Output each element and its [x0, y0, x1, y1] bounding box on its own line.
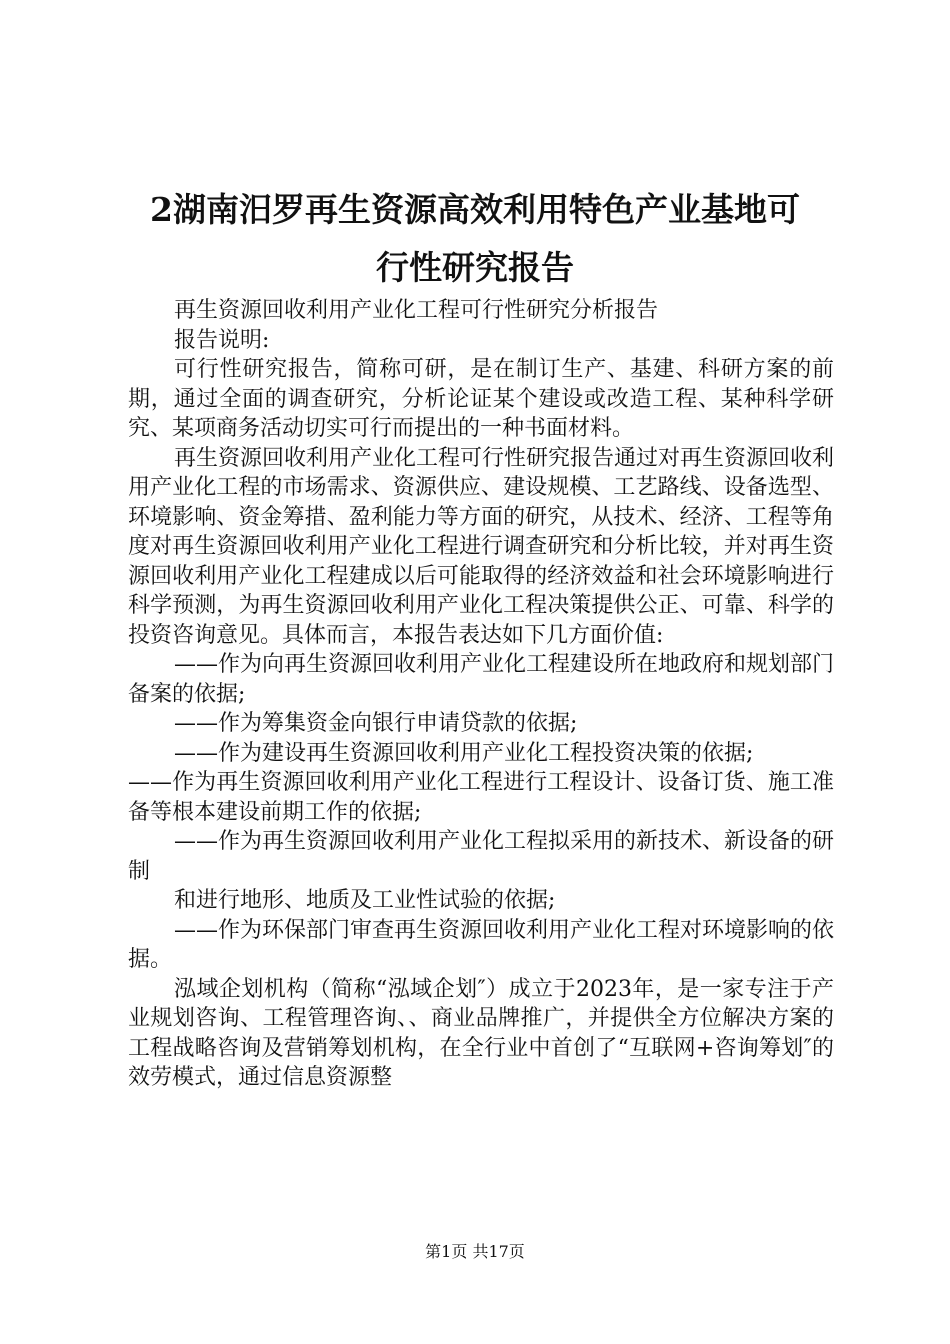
- report-note-heading: 报告说明:: [174, 327, 270, 353]
- document-title-line-2: 行性研究报告: [376, 248, 574, 287]
- document-title-line-1: 2湖南汨罗再生资源高效利用特色产业基地可: [150, 190, 800, 229]
- purpose-list-item: ——作为再生资源回收利用产业化工程进行工程设计、设备订货、施工准备等根本建设前期工作的依据;: [128, 770, 834, 825]
- subtitle-paragraph: 再生资源回收利用产业化工程可行性研究分析报告: [174, 298, 659, 323]
- purpose-list-item: ——作为建设再生资源回收利用产业化工程投资决策的依据;: [174, 740, 754, 766]
- purpose-list-item: ——作为筹集资金向银行申请贷款的依据;: [174, 711, 578, 736]
- body-paragraph: 再生资源回收利用产业化工程可行性研究报告通过对再生资源回收利用产业化工程的市场需求、资源供应、建设规模、工艺路线、设备选型、环境影响、资金筹措、盈利能力等方面的研究，从技术、经济、工程等角度对再生资源回收利用产业化工程进行调查研究和分析比较，并对再生资源回收利用产业化工程建成以后可能取得的经济效益和社会环境影响进行科学预测，为再生资源回收利用产业化工程决策提供公正、可靠、科学的投资咨询意见。具体而言，本报告表达如下几方面价值:: [128, 445, 835, 648]
- purpose-list-item: ——作为向再生资源回收利用产业化工程建设所在地政府和规划部门备案的依据;: [128, 652, 835, 707]
- document-body: [128, 296, 834, 1093]
- purpose-list-item: ——作为环保部门审查再生资源回收利用产业化工程对环境影响的依据。: [128, 917, 835, 972]
- body-paragraph: 可行性研究报告，简称可研，是在制订生产、基建、科研方案的前期，通过全面的调查研究，分析论证某个建设或改造工程、某种科学研究、某项商务活动切实可行而提出的一种书面材料。: [128, 357, 834, 441]
- purpose-list-item: ——作为再生资源回收利用产业化工程拟采用的新技术、新设备的研制: [128, 829, 835, 884]
- purpose-list-item-continuation: 和进行地形、地质及工业性试验的依据;: [174, 888, 556, 913]
- body-paragraph: 泓域企划机构（简称“泓域企划″）成立于2023年，是一家专注于产业规划咨询、工程管理咨询、、商业品牌推广，并提供全方位解决方案的工程战略咨询及营销筹划机构，在全行业中首创了“互联网+咨询筹划″的效劳模式，通过信息资源整: [128, 976, 834, 1090]
- page-footer: 第1页 共17页: [425, 1242, 525, 1261]
